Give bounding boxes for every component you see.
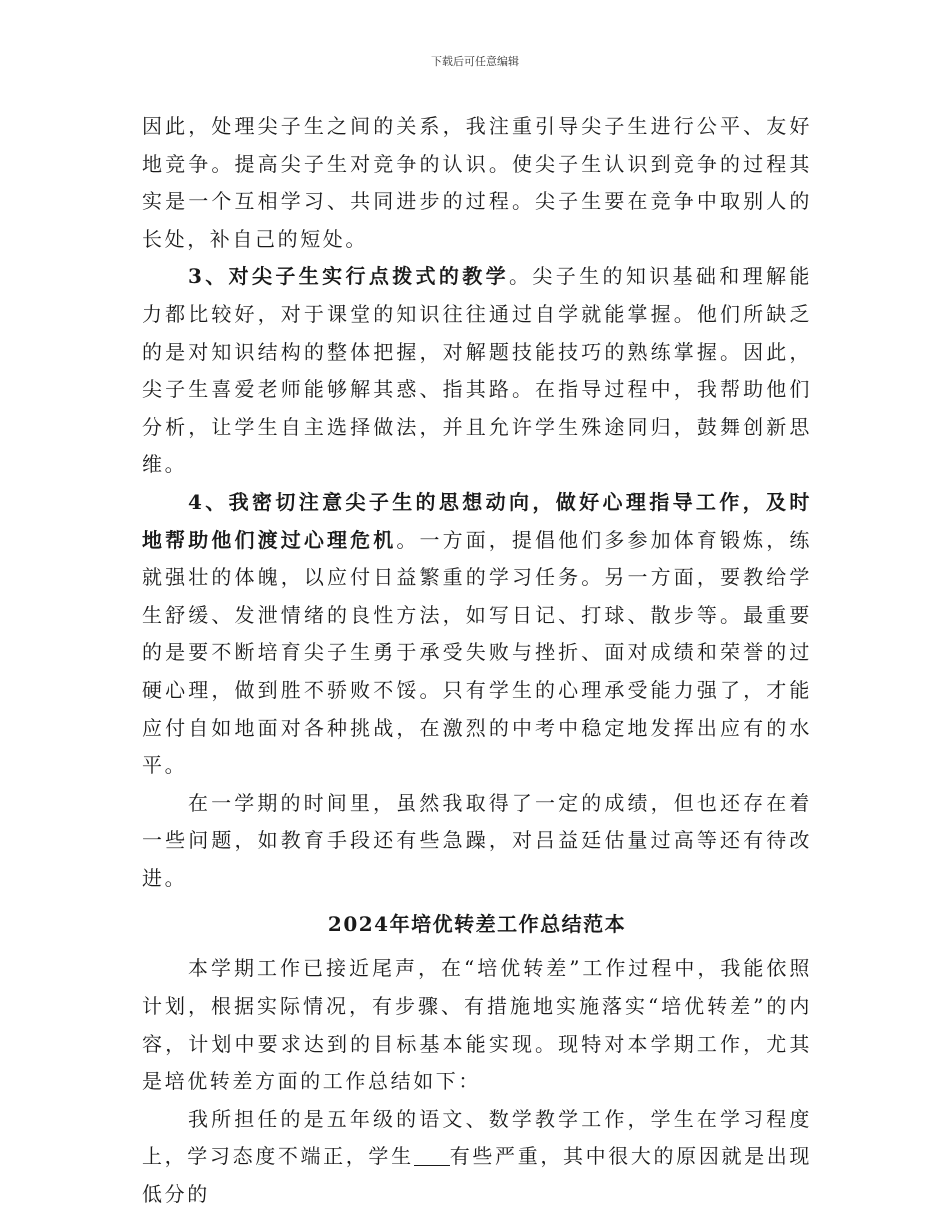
paragraph-3-heading: 4、我密切注意尖子生的思想动向，做好心理指导工作，及时地帮助他们渡过心理危机 <box>142 489 812 552</box>
section-title: 2024年培优转差工作总结范本 <box>327 912 627 937</box>
paragraph-6-text-a: 我所担任的是五年级的语文、数学教学工作，学生在学习程度上，学习态度不端正，学生 <box>142 1106 812 1169</box>
paragraph-1: 因此，处理尖子生之间的关系，我注重引导尖子生进行公平、友好地竞争。提高尖子生对竞争的认识。使尖子生认识到竞争的过程其实是一个互相学习、共同进步的过程。尖子生要在竞争中取别人的长处，补自己的短处。 <box>142 114 812 251</box>
document-body <box>142 108 812 1214</box>
paragraph-6-text-b: 有些严重，其中很大的原因就是出现低分的 <box>142 1144 812 1207</box>
paragraph-3 <box>142 484 812 785</box>
paragraph-4: 在一学期的时间里，虽然我取得了一定的成绩，但也还存在着一些问题，如教育手段还有些急躁，对吕益廷估量过高等还有待改进。 <box>142 790 812 890</box>
page-header: 下载后可任意编辑 <box>431 55 519 68</box>
paragraph-2-text: 。尖子生的知识基础和理解能力都比较好，对于课堂的知识往往通过自学就能掌握。他们所缺乏的是对知识结构的整体把握，对解题技能技巧的熟练掌握。因此，尖子生喜爱老师能够解其惑、指其路。在指导过程中，我帮助他们分析，让学生自主选择做法，并且允许学生殊途同归，鼓舞创新思维。 <box>142 264 812 477</box>
fill-in-blank <box>414 1145 450 1166</box>
paragraph-2 <box>142 258 812 484</box>
paragraph-3-text: 。一方面，提倡他们多参加体育锻炼，练就强壮的体魄，以应付日益繁重的学习任务。另一方面，要教给学生舒缓、发泄情绪的良性方法，如写日记、打球、散步等。最重要的是要不断培育尖子生勇于承受失败与挫折、面对成绩和荣誉的过硬心理，做到胜不骄败不馁。只有学生的心理承受能力强了，才能应付自如地面对各种挑战，在激烈的中考中稳定地发挥出应有的水平。 <box>142 527 812 778</box>
paragraph-2-heading: 3、对尖子生实行点拨式的教学 <box>188 264 510 289</box>
paragraph-5: 本学期工作已接近尾声，在“培优转差”工作过程中，我能依照计划，根据实际情况，有步骤、有措施地实施落实“培优转差”的内容，计划中要求达到的目标基本能实现。现特对本学期工作，尤其是培优转差方面的工作总结如下： <box>142 956 812 1094</box>
paragraph-6 <box>142 1101 812 1214</box>
